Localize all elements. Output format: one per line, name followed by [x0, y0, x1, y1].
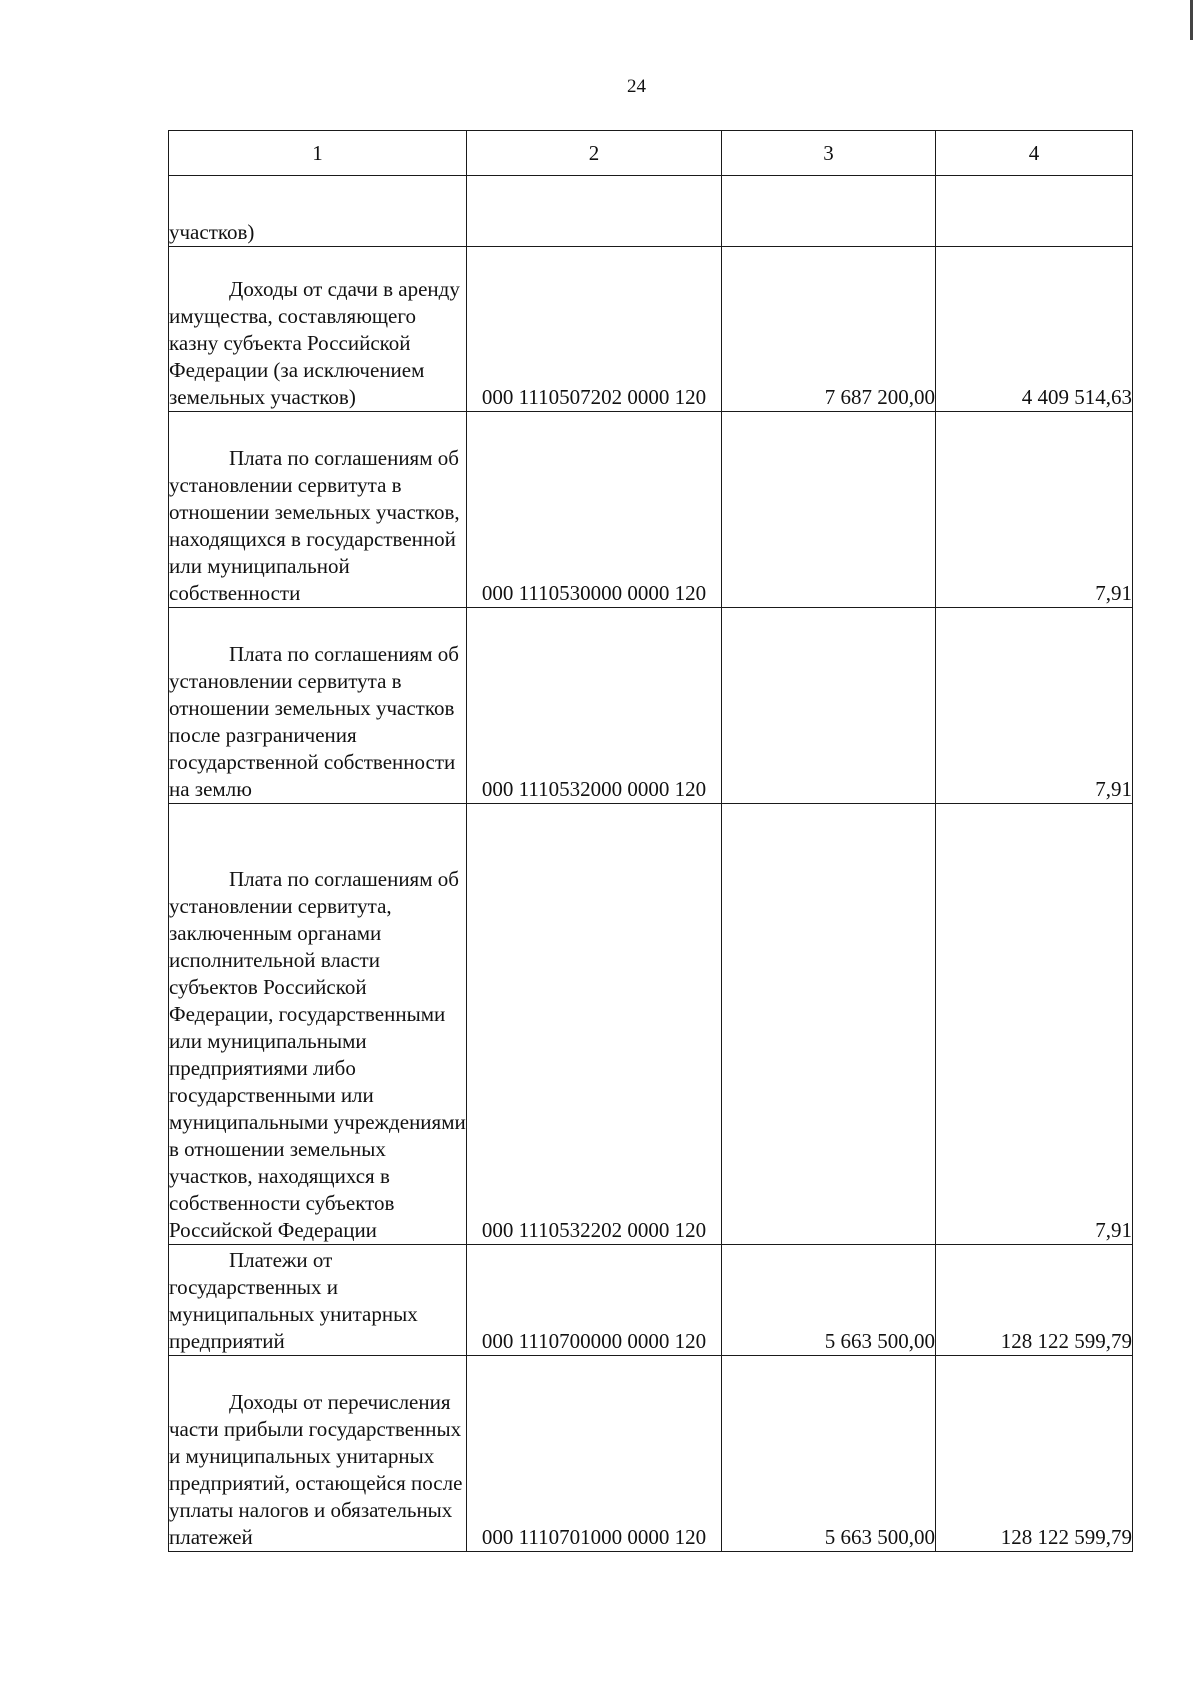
table-row [169, 608, 1133, 804]
actual-amount-cell: 7,91 [936, 804, 1133, 1245]
planned-amount-cell: 7 687 200,00 [722, 247, 936, 412]
table-header-row [169, 131, 1133, 176]
planned-amount-cell [722, 608, 936, 804]
income-name-cell [169, 1245, 467, 1356]
continuation-row [169, 176, 1133, 247]
table-row [169, 1356, 1133, 1552]
income-name-cell [169, 608, 467, 804]
budget-code-cell: 000 1110532202 0000 120 [467, 804, 722, 1245]
empty-cell [936, 176, 1133, 247]
column-header-1: 1 [169, 131, 467, 176]
planned-amount-cell [722, 804, 936, 1245]
planned-amount-cell: 5 663 500,00 [722, 1245, 936, 1356]
budget-table [168, 130, 1133, 1552]
planned-amount-cell [722, 412, 936, 608]
column-header-4: 4 [936, 131, 1133, 176]
column-header-3: 3 [722, 131, 936, 176]
table-row [169, 804, 1133, 1245]
income-name: Плата по соглашениям об установлении сервитута в отношении земельных участков, находящихся в государственной или муниципальной собственности [169, 446, 460, 605]
table-row [169, 1245, 1133, 1356]
income-name-cell [169, 247, 467, 412]
table-row [169, 412, 1133, 608]
scan-edge-mark [1190, 0, 1193, 40]
income-name: Плата по соглашениям об установлении сервитута, заключенным органами исполнительной власти субъектов Российской Федерации, государственными или муниципальными предприятиями либо государственными или муниципальными учреждениями в отношении земельных участков, находящихся в собственности субъектов Российской Федерации [169, 867, 466, 1242]
page-number: 24 [627, 76, 646, 97]
income-name-cell [169, 1356, 467, 1552]
income-name: Платежи от государственных и муниципальных унитарных предприятий [169, 1248, 418, 1353]
empty-cell [467, 176, 722, 247]
empty-cell [722, 176, 936, 247]
actual-amount-cell: 128 122 599,79 [936, 1245, 1133, 1356]
actual-amount-cell: 4 409 514,63 [936, 247, 1133, 412]
income-name-cell [169, 412, 467, 608]
income-name: Доходы от сдачи в аренду имущества, составляющего казну субъекта Российской Федерации (за исключением земельных участков) [169, 277, 460, 409]
actual-amount-cell: 7,91 [936, 608, 1133, 804]
budget-code-cell: 000 1110530000 0000 120 [467, 412, 722, 608]
actual-amount-cell: 7,91 [936, 412, 1133, 608]
actual-amount-cell: 128 122 599,79 [936, 1356, 1133, 1552]
income-name-cell [169, 804, 467, 1245]
budget-code-cell: 000 1110532000 0000 120 [467, 608, 722, 804]
table-row [169, 247, 1133, 412]
budget-code-cell: 000 1110700000 0000 120 [467, 1245, 722, 1356]
continuation-text: участков) [169, 176, 467, 247]
column-header-2: 2 [467, 131, 722, 176]
budget-code-cell: 000 1110701000 0000 120 [467, 1356, 722, 1552]
income-name: Доходы от перечисления части прибыли государственных и муниципальных унитарных предприятий, остающейся после уплаты налогов и обязательных платежей [169, 1390, 463, 1549]
income-name: Плата по соглашениям об установлении сервитута в отношении земельных участков после разграничения государственной собственности на землю [169, 642, 459, 801]
budget-code-cell: 000 1110507202 0000 120 [467, 247, 722, 412]
planned-amount-cell: 5 663 500,00 [722, 1356, 936, 1552]
